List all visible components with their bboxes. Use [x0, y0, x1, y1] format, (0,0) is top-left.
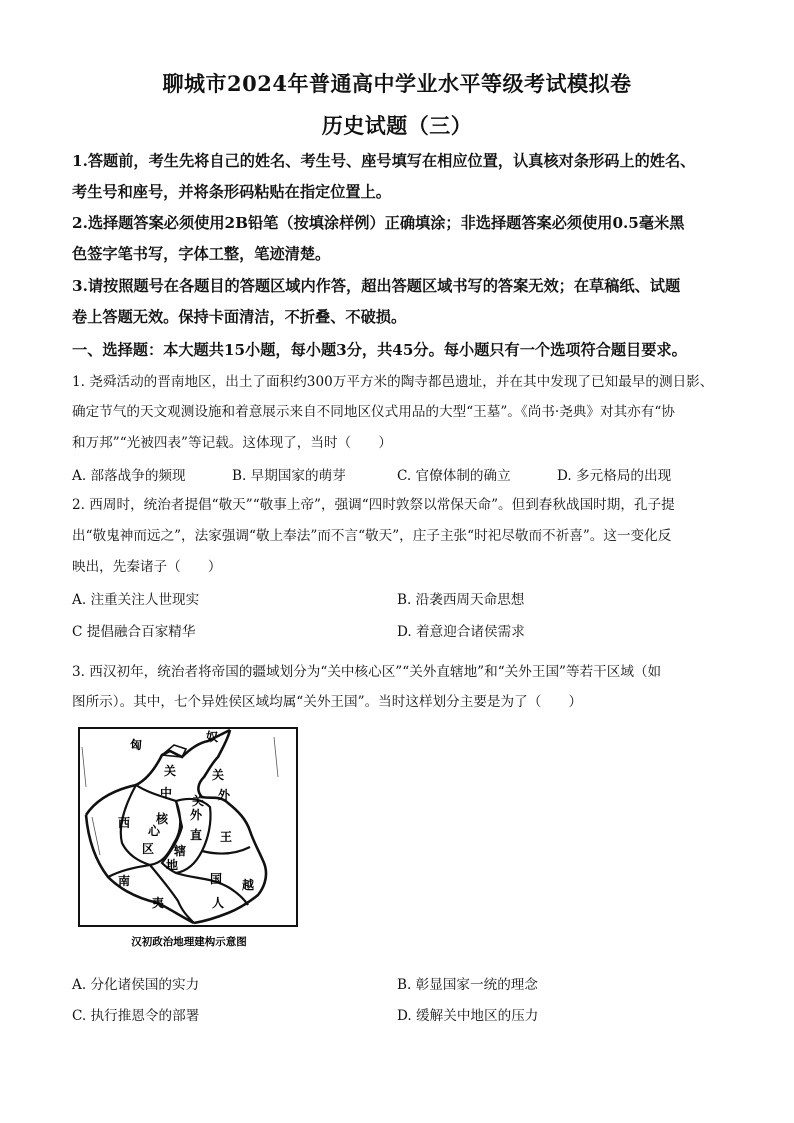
- map-label-xi: 西: [118, 816, 131, 830]
- question-1-line-3: 和万邦”“光被四表”等记载。这体现了，当时（ ）: [72, 435, 392, 451]
- map-label-yue: 越: [242, 878, 255, 892]
- map-label-zhong: 中: [160, 786, 173, 800]
- question-3-option-a[interactable]: A. 分化诸侯国的实力: [72, 977, 200, 993]
- question-1-line-1: 1. 尧舜活动的晋南地区，出土了面积约300万平方米的陶寺都邑遗址，并在其中发现了已知最早的测日影、: [72, 374, 714, 390]
- instruction-2-line-2: 色签字笔书写，字体工整，笔迹清楚。: [72, 245, 331, 263]
- map-label-di: 地: [166, 858, 179, 872]
- instruction-3-line-2: 卷上答题无效。保持卡面清洁，不折叠、不破损。: [72, 308, 407, 326]
- map-label-nu: 奴: [206, 730, 219, 744]
- map-label-xin: 心: [148, 824, 161, 838]
- map-caption: 汉初政治地理建构示意图: [131, 936, 247, 948]
- map-label-guan1: 关: [164, 764, 177, 778]
- map-label-guan3: 关: [212, 768, 225, 782]
- page-subtitle: 历史试题（三）: [321, 113, 473, 138]
- question-2-line-2: 出“敬鬼神而远之”，法家强调“敬上奉法”而不言“敬天”，庄子主张“时祀尽敬而不祈喜”。这一变化反: [72, 528, 672, 544]
- map-label-zhi: 直: [190, 828, 203, 842]
- map-label-wai1: 外: [190, 808, 203, 822]
- han-political-map: [78, 727, 300, 952]
- question-1-option-a[interactable]: A. 部落战争的频现: [72, 468, 186, 484]
- map-frame: [79, 728, 297, 926]
- question-2-option-a[interactable]: A. 注重关注人世现实: [72, 592, 200, 608]
- question-3-option-b[interactable]: B. 彰显国家一统的理念: [397, 977, 538, 993]
- map-label-xiong: 匈: [130, 738, 143, 752]
- question-2-option-c[interactable]: C 提倡融合百家精华: [72, 624, 196, 640]
- map-label-nan: 南: [118, 874, 131, 888]
- map-label-wai2: 外: [218, 788, 231, 802]
- map-label-he: 核: [156, 812, 169, 826]
- question-3-line-2: 图所示）。其中，七个异姓侯区域均属“关外王国”。当时这样划分主要是为了（ ）: [72, 694, 583, 710]
- map-label-guan2: 关: [192, 794, 205, 808]
- map-label-ren: 人: [212, 896, 225, 910]
- question-3-option-d[interactable]: D. 缓解关中地区的压力: [397, 1008, 539, 1024]
- page-title: 聊城市2024年普通高中学业水平等级考试模拟卷: [162, 71, 632, 96]
- question-3-option-c[interactable]: C. 执行推恩令的部署: [72, 1008, 200, 1024]
- question-2-option-d[interactable]: D. 着意迎合诸侯需求: [397, 624, 525, 640]
- section-heading: 一、选择题：本大题共15小题，每小题3分，共45分。每小题只有一个选项符合题目要求。: [72, 341, 687, 359]
- map-label-yi: 夷: [152, 896, 165, 910]
- instruction-1-line-2: 考生号和座号，并将条形码粘贴在指定位置上。: [72, 183, 391, 201]
- question-2-line-3: 映出，先秦诸子（ ）: [72, 559, 222, 575]
- instruction-3-line-1: 3.请按照题号在各题目的答题区域内作答，超出答题区域书写的答案无效；在草稿纸、试题: [72, 277, 681, 295]
- map-label-guo: 国: [210, 872, 223, 886]
- map-label-qu: 区: [142, 842, 155, 856]
- question-2-line-1: 2. 西周时，统治者提倡“敬天”“敬事上帝”，强调“四时敦祭以常保天命”。但到春秋战国时期，孔子提: [72, 497, 675, 513]
- question-1-option-d[interactable]: D. 多元格局的出现: [557, 468, 672, 484]
- question-1-line-2: 确定节气的天文观测设施和着意展示来自不同地区仪式用品的大型“王墓”。《尚书·尧典》对其亦有“协: [72, 404, 675, 420]
- question-2-option-b[interactable]: B. 沿袭西周天命思想: [397, 592, 525, 608]
- question-1-option-b[interactable]: B. 早期国家的萌芽: [232, 468, 346, 484]
- map-label-wang: 王: [220, 830, 233, 844]
- instruction-2-line-1: 2.选择题答案必须使用2B铅笔（按填涂样例）正确填涂；非选择题答案必须使用0.5毫米黑: [72, 214, 685, 232]
- map-label-xia: 辖: [174, 844, 187, 858]
- map-figure: [78, 727, 300, 952]
- question-1-option-c[interactable]: C. 官僚体制的确立: [397, 468, 511, 484]
- question-3-line-1: 3. 西汉初年，统治者将帝国的疆域划分为“关中核心区”“关外直辖地”和“关外王国”等若干区域（如: [72, 664, 662, 680]
- instruction-1-line-1: 1.答题前，考生先将自己的姓名、考生号、座号填写在相应位置，认真核对条形码上的姓名、: [72, 152, 696, 170]
